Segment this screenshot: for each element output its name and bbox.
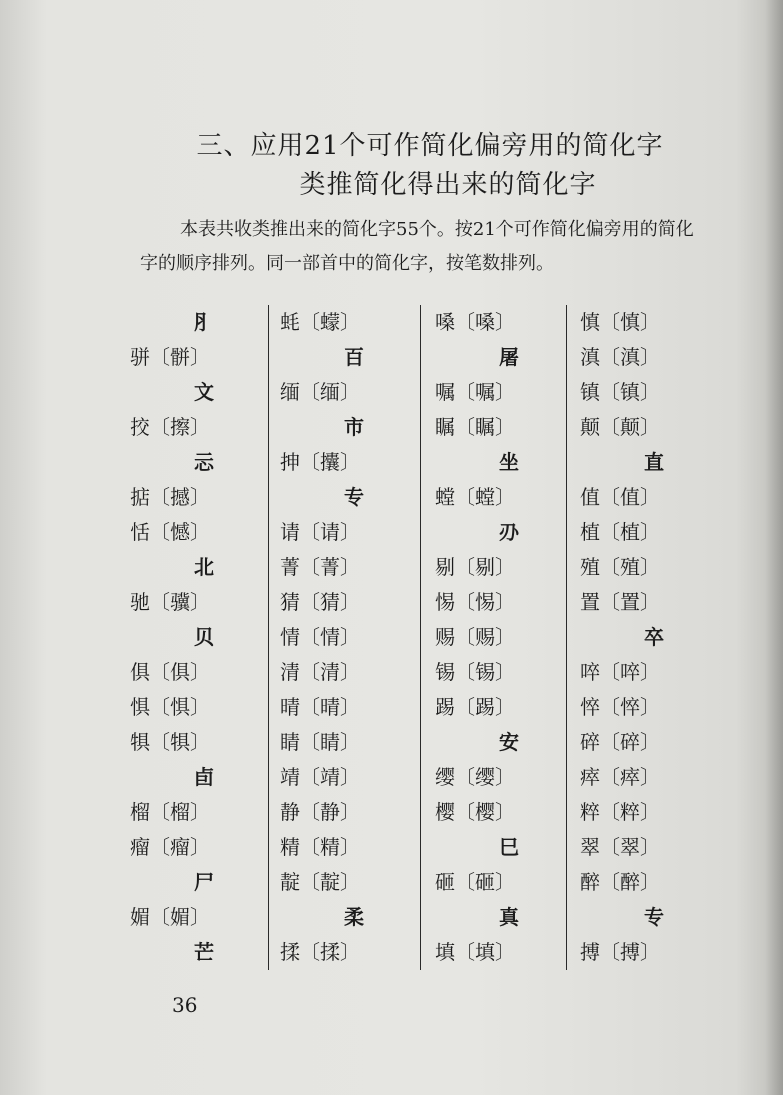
section-title-line1: 三、应用21个可作简化偏旁用的简化字 — [196, 131, 664, 161]
page-edge-shadow — [765, 0, 783, 1095]
character-entry: 靛〔靛〕 — [280, 870, 360, 894]
radical-heading: 文 — [194, 380, 214, 404]
character-entry: 搏〔搏〕 — [580, 940, 660, 964]
radical-heading: 安 — [499, 730, 519, 754]
character-entry: 缨〔缨〕 — [435, 765, 515, 789]
radical-heading: 真 — [499, 905, 519, 929]
radical-heading: 卣 — [194, 765, 214, 789]
character-entry: 驰〔骥〕 — [130, 590, 210, 614]
character-entry: 填〔填〕 — [435, 940, 515, 964]
character-entry: 请〔请〕 — [280, 520, 360, 544]
character-entry: 恬〔憾〕 — [130, 520, 210, 544]
character-entry: 樱〔樱〕 — [435, 800, 515, 824]
character-entry: 惕〔惕〕 — [435, 590, 515, 614]
character-entry: 骈〔骿〕 — [130, 345, 210, 369]
character-entry: 抻〔攮〕 — [280, 450, 360, 474]
character-entry: 瘁〔瘁〕 — [580, 765, 660, 789]
character-entry: 锡〔锡〕 — [435, 660, 515, 684]
table-column-4 — [580, 305, 668, 970]
radical-heading: 尸 — [194, 870, 214, 894]
character-entry: 睛〔睛〕 — [280, 730, 360, 754]
character-entry: 啐〔啐〕 — [580, 660, 660, 684]
radical-heading: 直 — [644, 450, 664, 474]
character-entry: 碎〔碎〕 — [580, 730, 660, 754]
radical-heading: 百 — [344, 345, 364, 369]
character-entry: 值〔值〕 — [580, 485, 660, 509]
character-entry: 挍〔擦〕 — [130, 415, 210, 439]
column-divider — [420, 305, 421, 970]
character-entry: 俱〔俱〕 — [130, 660, 210, 684]
character-entry: 掂〔撼〕 — [130, 485, 210, 509]
character-entry: 缅〔缅〕 — [280, 380, 360, 404]
character-entry: 粹〔粹〕 — [580, 800, 660, 824]
radical-heading: 市 — [344, 415, 364, 439]
character-entry: 榴〔榴〕 — [130, 800, 210, 824]
character-entry: 踢〔踢〕 — [435, 695, 515, 719]
radical-heading: 卒 — [644, 625, 664, 649]
radical-heading: 坐 — [499, 450, 519, 474]
radical-heading: 专 — [644, 905, 664, 929]
radical-heading: 屠 — [499, 345, 519, 369]
character-entry: 螳〔螳〕 — [435, 485, 515, 509]
character-entry: 置〔置〕 — [580, 590, 660, 614]
table-column-3 — [435, 305, 523, 970]
column-divider — [566, 305, 567, 970]
character-entry: 惧〔惧〕 — [130, 695, 210, 719]
character-entry: 媚〔媚〕 — [130, 905, 210, 929]
character-entry: 瞩〔瞩〕 — [435, 415, 515, 439]
character-entry: 清〔清〕 — [280, 660, 360, 684]
intro-paragraph: 本表共收类推出来的简化字55个。按21个可作简化偏旁用的简化字的顺序排列。同一部首中的简化字，按笔数排列。 — [140, 219, 694, 274]
character-entry: 犋〔犋〕 — [130, 730, 210, 754]
radical-heading: 忈 — [194, 450, 214, 474]
character-entry: 晴〔晴〕 — [280, 695, 360, 719]
character-entry: 瘤〔瘤〕 — [130, 835, 210, 859]
column-divider — [268, 305, 269, 970]
character-entry: 慎〔慎〕 — [580, 310, 660, 334]
radical-heading: 巳 — [499, 835, 519, 859]
character-entry: 颠〔颠〕 — [580, 415, 660, 439]
radical-heading: 柔 — [344, 905, 364, 929]
radical-heading: 芒 — [194, 940, 214, 964]
character-entry: 蚝〔蠓〕 — [280, 310, 360, 334]
page-number: 36 — [172, 993, 198, 1017]
character-entry: 殖〔殖〕 — [580, 555, 660, 579]
radical-heading: ⺼ — [194, 310, 214, 334]
character-entry: 滇〔滇〕 — [580, 345, 660, 369]
table-column-1 — [130, 305, 218, 970]
character-entry: 菁〔菁〕 — [280, 555, 360, 579]
character-entry: 嘱〔嘱〕 — [435, 380, 515, 404]
character-entry: 猜〔猜〕 — [280, 590, 360, 614]
character-entry: 植〔植〕 — [580, 520, 660, 544]
character-entry: 精〔精〕 — [280, 835, 360, 859]
character-entry: 砸〔砸〕 — [435, 870, 515, 894]
character-entry: 靖〔靖〕 — [280, 765, 360, 789]
radical-heading: 北 — [194, 555, 214, 579]
character-entry: 嗓〔嗓〕 — [435, 310, 515, 334]
radical-heading: 贝 — [194, 625, 214, 649]
character-entry: 醉〔醉〕 — [580, 870, 660, 894]
radical-heading: 刅 — [499, 520, 519, 544]
character-entry: 剔〔剔〕 — [435, 555, 515, 579]
character-entry: 悴〔悴〕 — [580, 695, 660, 719]
radical-heading: 专 — [344, 485, 364, 509]
character-entry: 揉〔揉〕 — [280, 940, 360, 964]
section-title-line2: 类推简化得出来的简化字 — [299, 170, 597, 200]
table-column-2 — [280, 305, 368, 970]
character-entry: 赐〔赐〕 — [435, 625, 515, 649]
character-entry: 情〔情〕 — [280, 625, 360, 649]
character-entry: 翠〔翠〕 — [580, 835, 660, 859]
character-entry: 镇〔镇〕 — [580, 380, 660, 404]
character-entry: 静〔静〕 — [280, 800, 360, 824]
